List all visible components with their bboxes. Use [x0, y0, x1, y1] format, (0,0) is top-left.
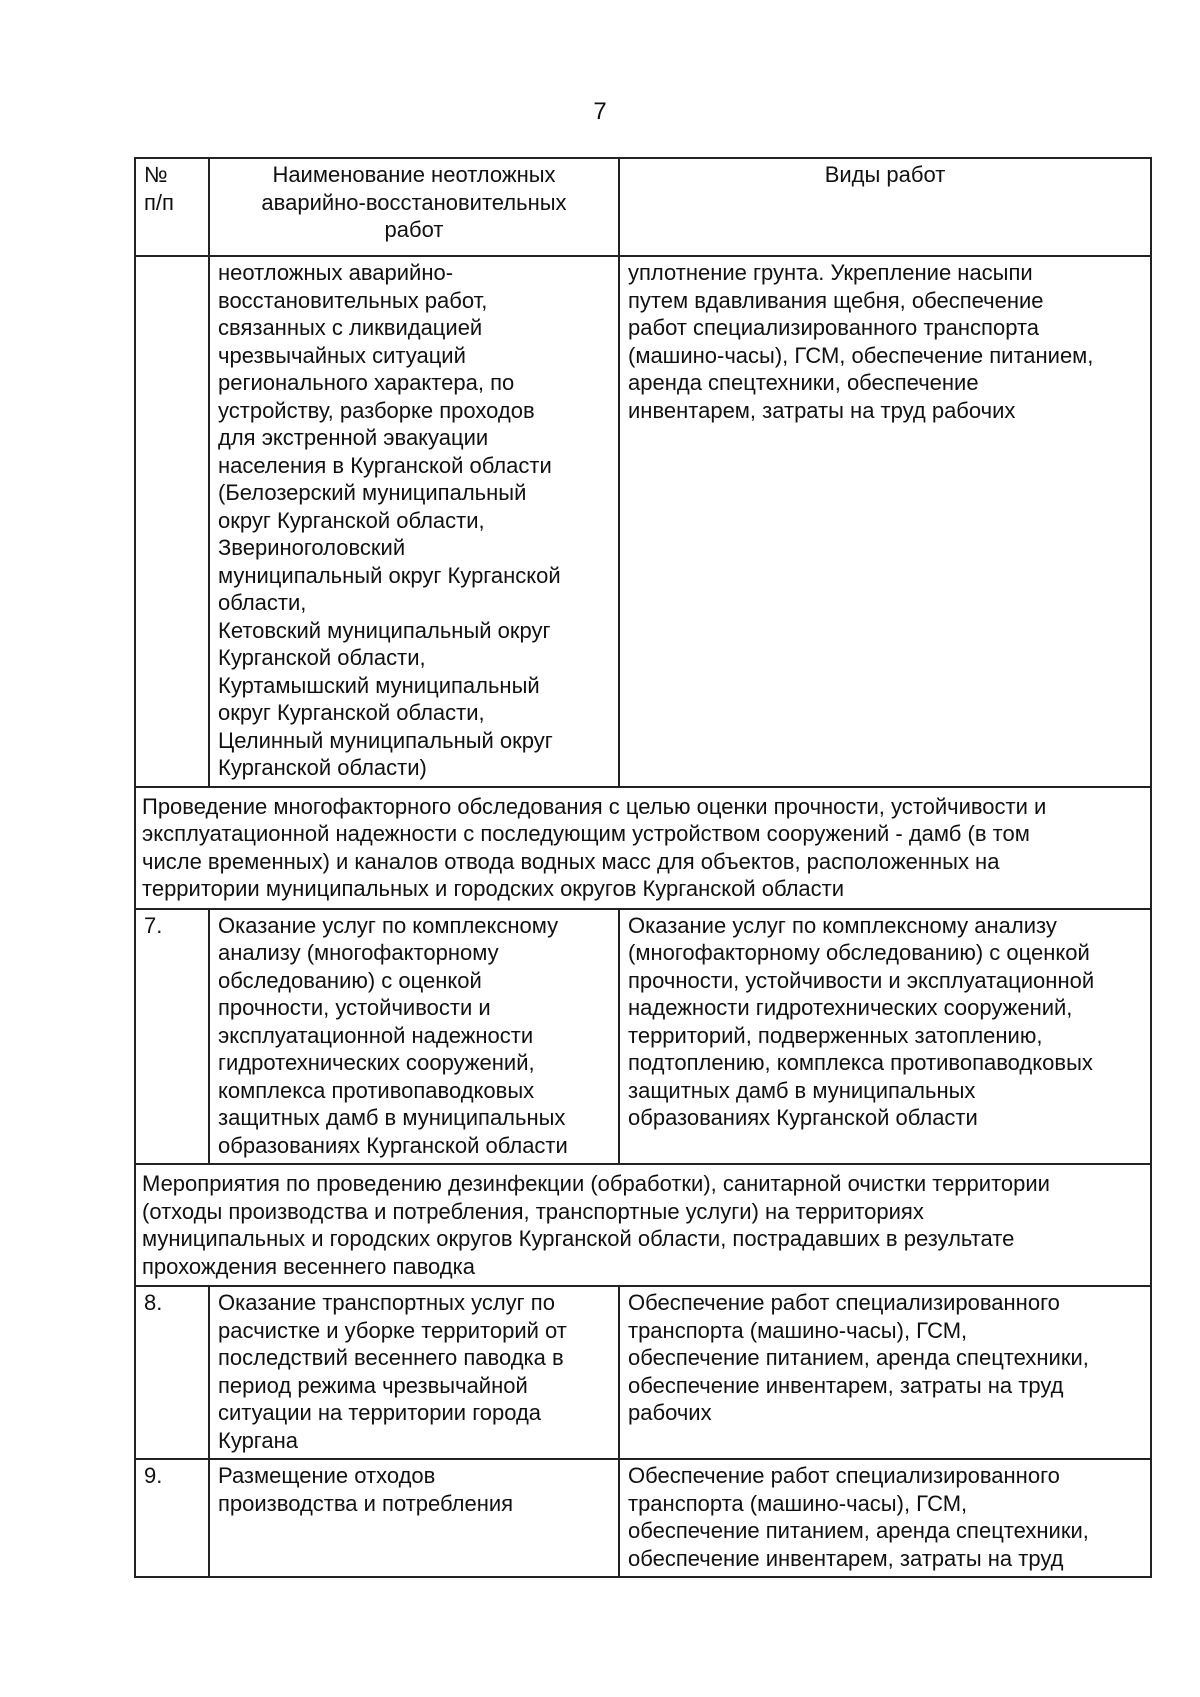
text-line: Наименование неотложных: [272, 162, 556, 187]
text-line: муниципальных и городских округов Курганской области, пострадавших в результате: [142, 1226, 1015, 1251]
text-line: подтоплению, комплекса противопаводковых: [628, 1050, 1093, 1075]
text-line: транспорта (машино-часы), ГСМ,: [628, 1490, 968, 1516]
table-row: [135, 256, 1151, 787]
text-line: защитных дамб в муниципальных: [218, 1105, 566, 1130]
row-number-cell: 7.: [135, 909, 209, 1165]
text-line: округ Курганской области,: [218, 700, 485, 725]
row-works-cell: [619, 909, 1151, 1165]
header-name-cell: [209, 158, 619, 256]
header-number-cell: [135, 158, 209, 256]
text-line: неотложных аварийно-: [218, 260, 454, 285]
text-line: прохождения весеннего паводка: [142, 1253, 475, 1279]
text-line: защитных дамб в муниципальных: [628, 1077, 976, 1103]
row-works-cell: [619, 1459, 1151, 1577]
row-name-cell: [209, 1286, 619, 1459]
works-table: [134, 157, 1152, 1578]
text-line: Размещение отходов: [218, 1463, 436, 1488]
row-name-cell: [209, 256, 619, 787]
text-line: обеспечение питанием, аренда спецтехники,: [628, 1518, 1089, 1543]
section-heading-cell: [135, 1164, 1151, 1286]
text-line: транспорта (машино-часы), ГСМ,: [628, 1317, 968, 1343]
text-line: эксплуатационной надежности: [218, 1022, 534, 1048]
text-line: прочности, устойчивости и: [218, 995, 491, 1020]
page-number: 7: [593, 98, 607, 125]
text-line: округ Курганской области,: [218, 507, 485, 533]
row-name-cell: [209, 1459, 619, 1577]
text-line: области,: [218, 590, 307, 615]
text-line: п/п: [144, 189, 174, 215]
section-heading-row: [135, 787, 1151, 909]
text-line: для экстренной эвакуации: [218, 425, 489, 450]
text-line: (машино-часы), ГСМ, обеспечение питанием,: [628, 342, 1094, 368]
text-line: устройству, разборке проходов: [218, 397, 535, 423]
text-line: работ: [384, 217, 444, 242]
text-line: Оказание транспортных услуг по: [218, 1290, 555, 1315]
row-number-cell: [135, 256, 209, 787]
text-line: Проведение многофакторного обследования с целью оценки прочности, устойчивости и: [142, 793, 1047, 819]
text-line: восстановительных работ,: [218, 287, 488, 313]
text-line: (многофакторному обследованию) с оценкой: [628, 940, 1090, 965]
text-line: Куртамышский муниципальный: [218, 672, 540, 698]
row-works-cell: [619, 256, 1151, 787]
text-line: №: [144, 162, 168, 187]
text-line: территории муниципальных и городских округов Курганской области: [142, 876, 845, 901]
text-line: Курганской области,: [218, 645, 426, 670]
header-works-cell: [619, 158, 1151, 256]
text-line: надежности гидротехнических сооружений,: [628, 995, 1073, 1020]
text-line: Мероприятия по проведению дезинфекции (обработки), санитарной очистки территории: [142, 1171, 1050, 1196]
text-line: Курганской области): [218, 755, 427, 780]
text-line: период режима чрезвычайной: [218, 1372, 528, 1398]
text-line: Кургана: [218, 1427, 298, 1453]
text-line: Оказание услуг по комплексному анализу: [628, 912, 1057, 938]
text-line: регионального характера, по: [218, 370, 515, 395]
table-header-row: [135, 158, 1151, 256]
text-line: обследованию) с оценкой: [218, 967, 482, 993]
text-line: связанных с ликвидацией: [218, 315, 483, 340]
row-name-cell: [209, 909, 619, 1165]
text-line: Целинный муниципальный округ: [218, 727, 553, 753]
text-line: комплекса противопаводковых: [218, 1077, 535, 1103]
text-line: прочности, устойчивости и эксплуатационной: [628, 967, 1095, 993]
row-number-cell: 8.: [135, 1286, 209, 1459]
text-line: гидротехнических сооружений,: [218, 1050, 535, 1075]
text-line: путем вдавливания щебня, обеспечение: [628, 287, 1044, 313]
text-line: населения в Курганской области: [218, 452, 552, 478]
text-line: числе временных) и каналов отвода водных масс для объектов, расположенных на: [142, 848, 1000, 874]
text-line: Оказание услуг по комплексному: [218, 912, 559, 938]
text-line: Звериноголовский: [218, 535, 406, 560]
text-line: Виды работ: [824, 162, 946, 187]
text-line: Обеспечение работ специализированного: [628, 1463, 1060, 1488]
text-line: чрезвычайных ситуаций: [218, 342, 466, 368]
table-row: [135, 909, 1151, 1165]
text-line: инвентарем, затраты на труд рабочих: [628, 397, 1016, 423]
table-row: [135, 1286, 1151, 1459]
text-line: обеспечение питанием, аренда спецтехники,: [628, 1345, 1089, 1370]
text-line: обеспечение инвентарем, затраты на труд: [628, 1545, 1064, 1571]
text-line: территорий, подверженных затоплению,: [628, 1022, 1043, 1048]
text-line: анализу (многофакторному: [218, 940, 499, 965]
text-line: аварийно-восстановительных: [261, 189, 567, 215]
section-heading-cell: [135, 787, 1151, 909]
text-line: (отходы производства и потребления, транспортные услуги) на территориях: [142, 1198, 924, 1224]
text-line: последствий весеннего паводка в: [218, 1345, 564, 1370]
text-line: аренда спецтехники, обеспечение: [628, 370, 979, 395]
text-line: ситуации на территории города: [218, 1400, 542, 1425]
text-line: Кетовский муниципальный округ: [218, 617, 551, 643]
row-works-cell: [619, 1286, 1151, 1459]
text-line: Обеспечение работ специализированного: [628, 1290, 1060, 1315]
text-line: эксплуатационной надежности с последующим устройством сооружений - дамб (в том: [142, 821, 1030, 846]
text-line: уплотнение грунта. Укрепление насыпи: [628, 260, 1033, 285]
text-line: производства и потребления: [218, 1490, 514, 1516]
section-heading-row: [135, 1164, 1151, 1286]
text-line: образованиях Курганской области: [628, 1105, 978, 1130]
text-line: обеспечение инвентарем, затраты на труд: [628, 1372, 1064, 1398]
text-line: образованиях Курганской области: [218, 1132, 568, 1158]
text-line: работ специализированного транспорта: [628, 315, 1040, 340]
text-line: муниципальный округ Курганской: [218, 562, 561, 588]
text-line: расчистке и уборке территорий от: [218, 1317, 567, 1343]
row-number-cell: 9.: [135, 1459, 209, 1577]
text-line: (Белозерский муниципальный: [218, 480, 527, 505]
table-row: [135, 1459, 1151, 1577]
text-line: рабочих: [628, 1400, 712, 1425]
